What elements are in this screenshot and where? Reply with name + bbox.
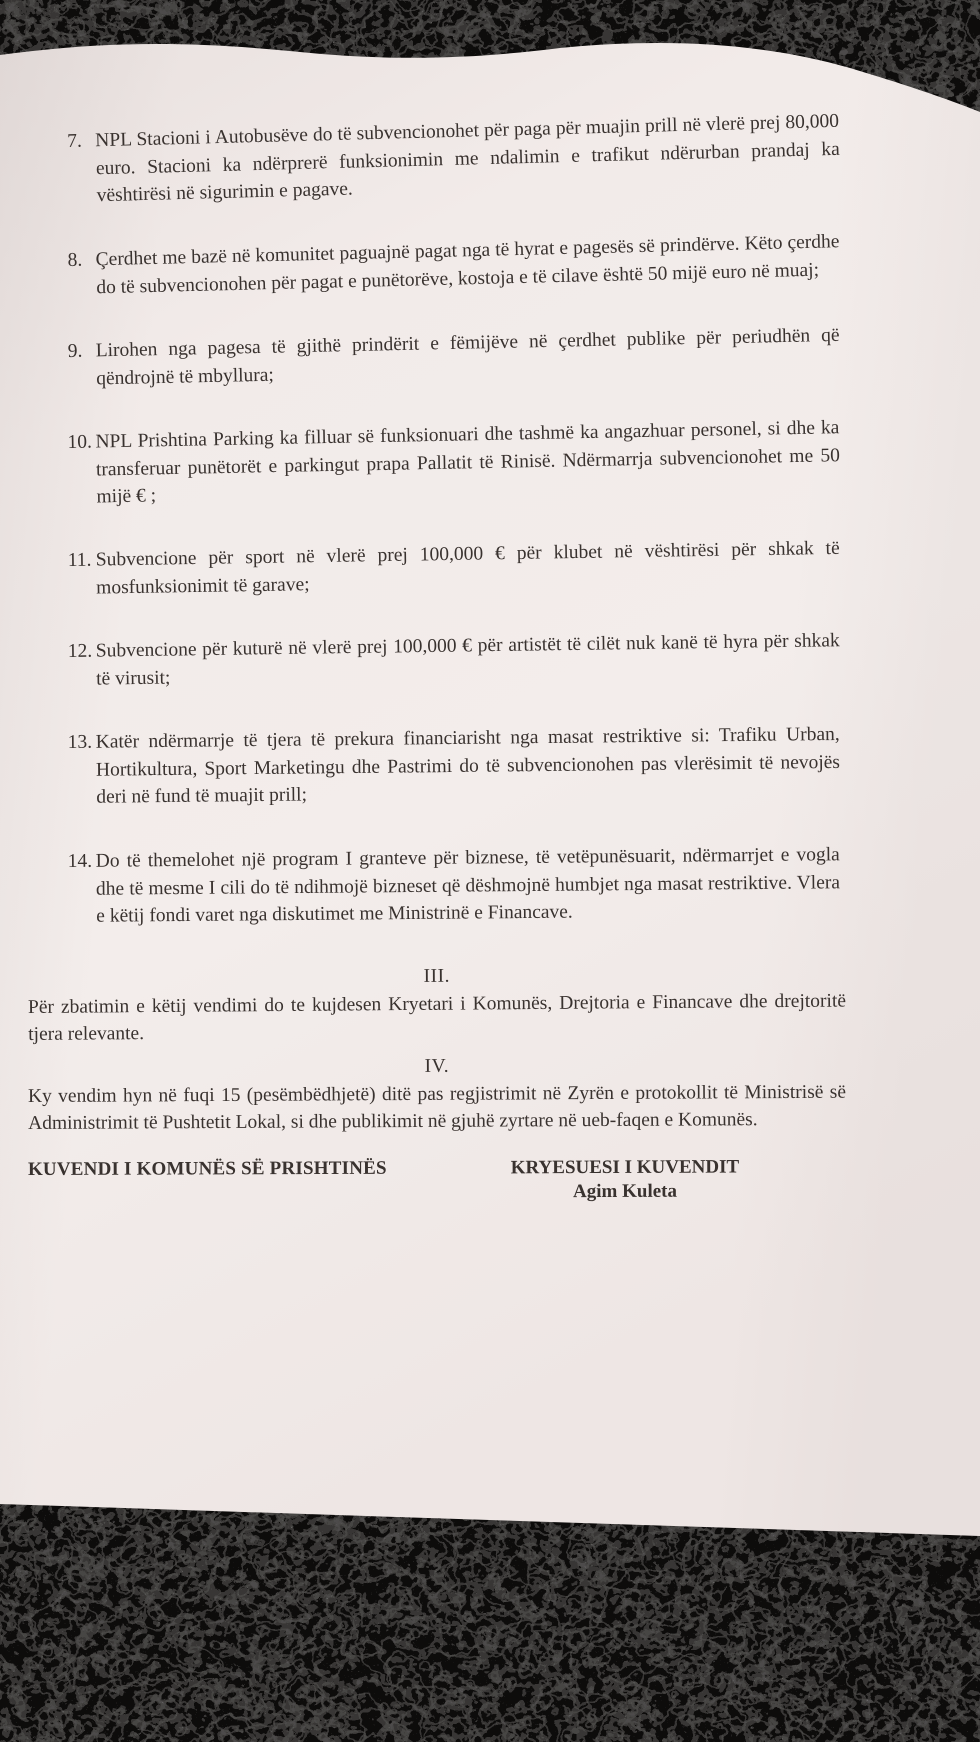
item-number: 8. [67,249,83,271]
list-item-14 [68,841,841,930]
item-number: 12. [67,640,93,663]
section-iv [28,1050,846,1137]
list-item-9 [67,321,840,392]
section-iii-text: Për zbatimin e këtij vendimi do te kujdesen Kryetari i Komunës, Drejtoria e Financave dhe drejtoritë tjera relevante. [27,990,847,1045]
item-number: 7. [66,130,83,153]
section-iv-heading: IV. [424,1055,450,1077]
closing-sections [28,966,846,1137]
section-iii-heading: III. [423,965,451,987]
item-text: Çerdhet me bazë në komunitet paguajnë pagat nga të hyrat e pagesës së prindërve. Këto çerdhe do të subvencionohen për pagat e punëtorëve, kostoja e të cilave është 50 mijë euro në muaj; [95,230,840,298]
item-text: Subvencione për kuturë në vlerë prej 100,000 € për artistët të cilët nuk kanë të hyra për shkak të virusit; [95,630,840,690]
signature-block [28,1156,846,1219]
list-item-11 [68,535,841,602]
assembly-name: KUVENDI I KOMUNËS SË PRISHTINËS [27,1157,387,1180]
item-number: 9. [67,340,83,362]
item-text: Subvencione për sport në vlerë prej 100,000 € për klubet në vështirësi për shkak të mosfunksionimit të garave; [95,537,840,599]
section-iii [28,960,847,1049]
item-text: Lirohen nga pagesa të gjithë prindërit e fëmijëve në çerdhet publike për periudhën që qëndrojnë të mbyllura; [95,324,840,389]
list-item-12 [68,627,841,693]
chairman-name: Agim Kuleta [572,1180,678,1203]
item-text: NPL Stacioni i Autobusëve do të subvencionohet për paga për muajin prill në vlerë prej 80,000 euro. Stacioni ka ndërprerë funksionimin me ndalimin e trafikut ndërurban prandaj ka vështirësi në sigurimin e pagave. [94,110,841,207]
item-number: 14. [67,850,93,872]
item-text: Do të themelohet një program I granteve për biznese, të vetëpunësuarit, ndërmarrjet e vogla dhe të mesme I cili do të ndihmojë bizneset që dëshmojnë humbjet nga masat restriktive. Vlera e këtij fondi varet nga diskutimet me Ministrinë e Financave. [95,843,841,927]
item-number: 13. [67,731,93,754]
list-item-8 [67,228,840,302]
chairman-title: KRYESUESI I KUVENDIT [510,1156,740,1179]
list-item-7 [67,108,841,211]
numbered-list [66,110,841,930]
list-item-13 [68,721,841,812]
section-iv-text: Ky vendim hyn në fuqi 15 (pesëmbëdhjetë) ditë pas regjistrimit në Zyrën e protokollit të Ministrisë së Administrimit të Pushtetit Lokal, si dhe publikimit në gjuhë zyrtare në ueb-faqen e Komunës. [27,1080,847,1134]
chairman-signature [480,1156,770,1203]
item-text: NPL Prishtina Parking ka filluar së funksionuari dhe tashmë ka angazhuar personel, si dhe ka transferuar punëtorët e parkingut prapa Pallatit të Rinisë. Ndërmarrja subvencionohet me 50 mijë € ; [95,416,841,507]
item-number: 10. [67,431,93,453]
item-number: 11. [67,549,92,572]
item-text: Katër ndërmarrje të tjera të prekura financiarisht nga masat restriktive si: Trafiku Urban, Hortikultura, Sport Marketingu dhe Pastrimi do të subvencionohen pas vlerësimit të nevojës deri në fund të muajit prill; [95,723,841,808]
list-item-10 [67,414,840,511]
